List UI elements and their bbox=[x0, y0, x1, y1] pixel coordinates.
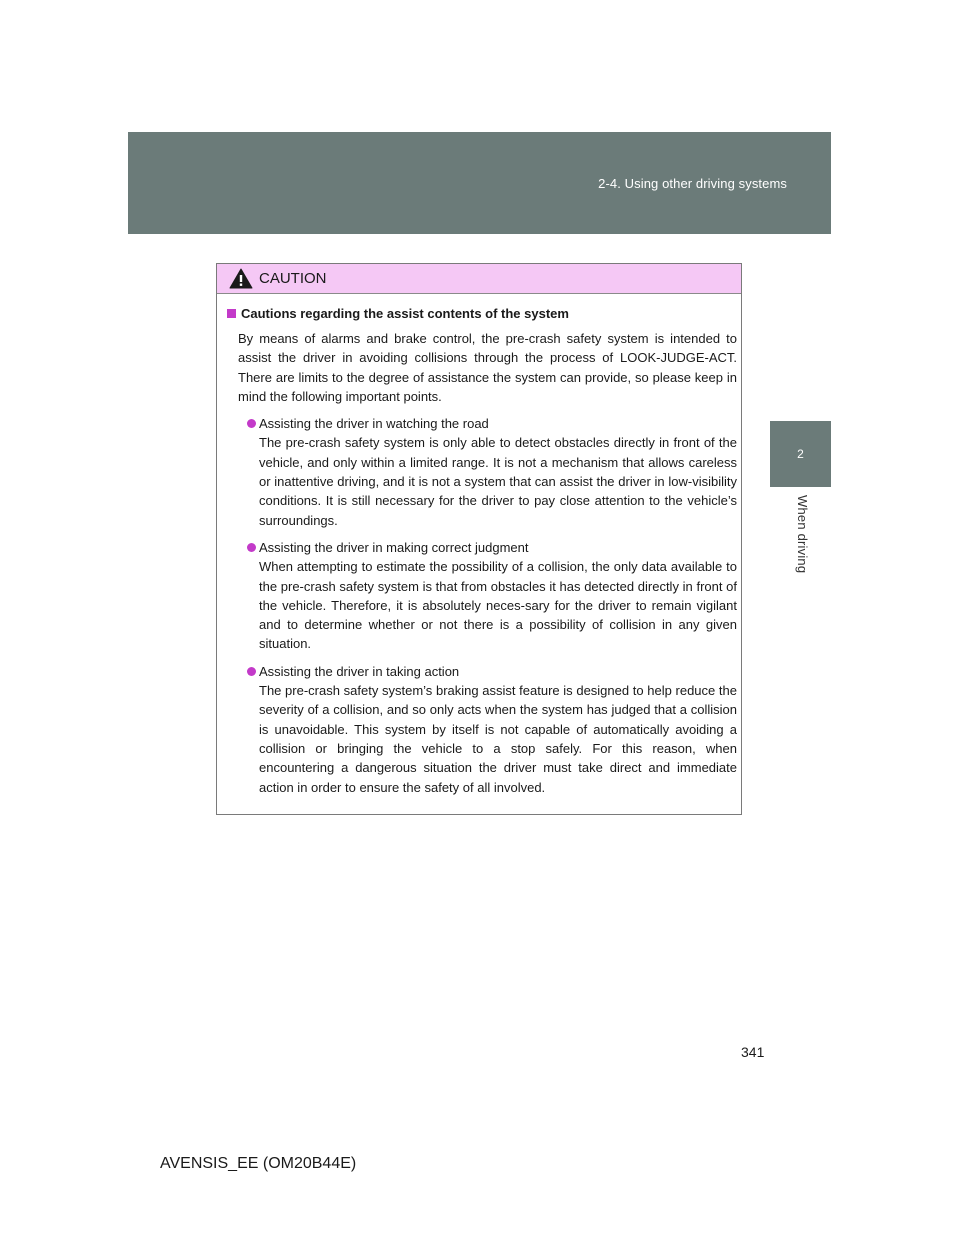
intro-paragraph: By means of alarms and brake control, the pre-crash safety system is intended to assist the driver in avoiding collisions through the process of LOOK-JUDGE-ACT. There are limits to the degree of assistance the system can provide, so please keep in mind the following important points. bbox=[238, 331, 737, 404]
header-band bbox=[128, 132, 831, 234]
round-bullet-icon bbox=[247, 667, 256, 676]
round-bullet-icon bbox=[247, 419, 256, 428]
item-text: The pre-crash safety system is only able to detect obstacles directly in front of the vehicle, and only within a limited range. It is not a mechanism that allows careless or inattentive driving, and it is not a system that can assist the driver in low-visibility conditions. It is still necessary for the driver to pay close attention to the vehicle’s surroundings. bbox=[259, 435, 737, 528]
chapter-tab bbox=[770, 421, 831, 487]
section-heading-text: Cautions regarding the assist contents of the system bbox=[241, 306, 569, 321]
item-title: Assisting the driver in taking action bbox=[259, 663, 460, 679]
item-text: The pre-crash safety system’s braking assist feature is designed to help reduce the severity of a collision, and so only acts when the system has judged that a collision is unavoidable. This system by itself is not capable of automatically avoiding a collision or bringing the vehicle to a stop safely. For this reason, when encountering a dangerous situation the driver must take direct and immediate action in order to ensure the safety of all involved. bbox=[259, 683, 737, 795]
warning-triangle-icon bbox=[229, 268, 253, 289]
item-title: Assisting the driver in making correct judgment bbox=[259, 539, 529, 555]
caution-header bbox=[217, 264, 741, 294]
caution-body bbox=[217, 294, 741, 797]
list-item bbox=[247, 414, 737, 530]
round-bullet-icon bbox=[247, 543, 256, 552]
item-text: When attempting to estimate the possibility of a collision, the only data available to the pre-crash safety system is that from obstacles it has detected directly in front of the vehicle. Therefore, it is absolutely neces-sary for the driver to remain vigilant and to determine whether or not there is a possibility of collision in any given situation. bbox=[259, 559, 737, 652]
item-title: Assisting the driver in watching the road bbox=[259, 416, 489, 432]
section-title: 2-4. Using other driving systems bbox=[598, 176, 787, 191]
caution-box bbox=[216, 263, 742, 815]
document-code: AVENSIS_EE (OM20B44E) bbox=[160, 1155, 357, 1172]
page-number: 341 bbox=[741, 1044, 765, 1060]
caution-title: CAUTION bbox=[259, 270, 327, 287]
list-item bbox=[247, 662, 737, 797]
chapter-label: When driving bbox=[795, 495, 810, 574]
square-bullet-icon bbox=[227, 309, 236, 318]
section-heading bbox=[227, 306, 737, 321]
list-item bbox=[247, 538, 737, 654]
chapter-number: 2 bbox=[797, 447, 804, 461]
